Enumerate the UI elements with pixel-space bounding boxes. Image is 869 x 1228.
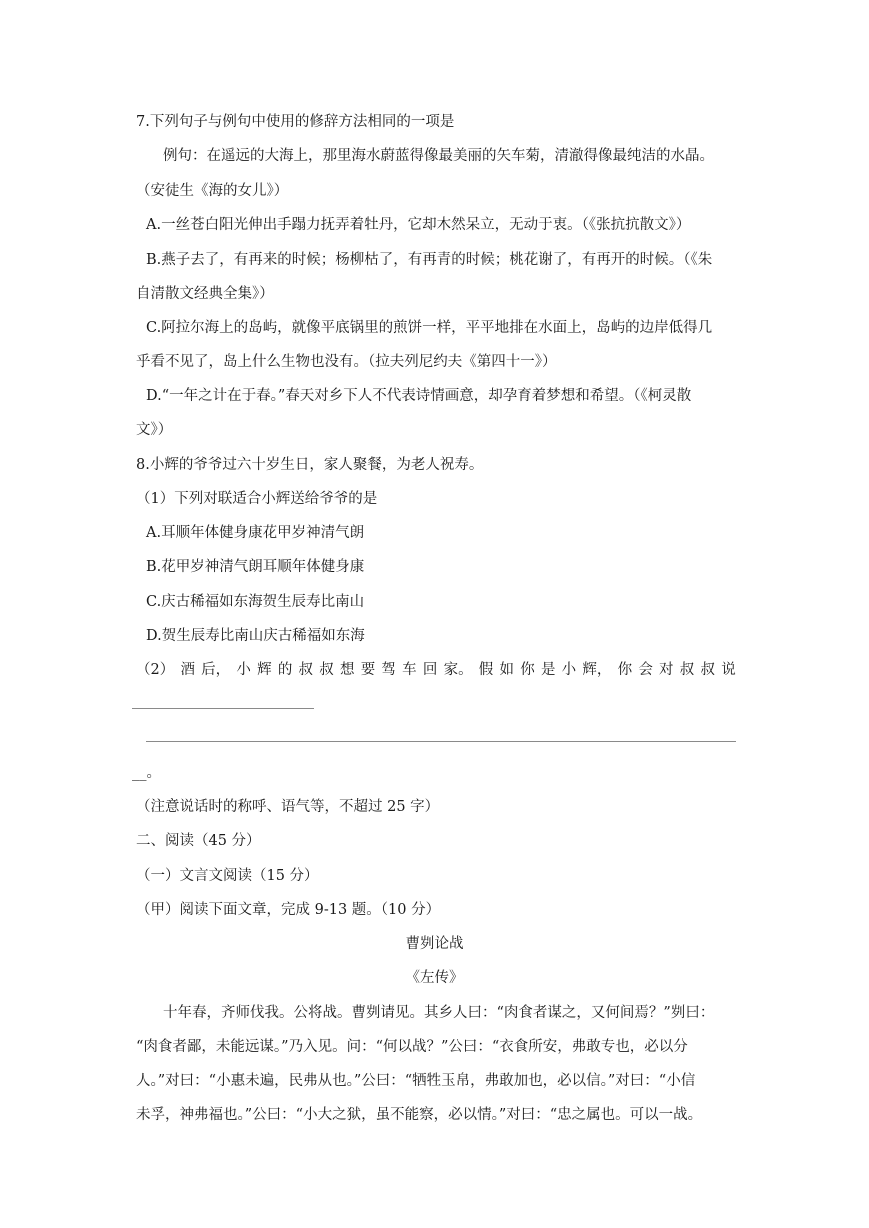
q7-stem: 7.下列句子与例句中使用的修辞方法相同的一项是 (136, 114, 455, 130)
q8-sub2-char: 后， (201, 662, 231, 678)
q7-option-d-line1: D.“一年之计在于春。”春天对乡下人不代表诗情画意，却孕育着梦想和希望。（《柯灵散 (146, 388, 692, 404)
passage-title: 曹刿论战 (405, 936, 464, 952)
q8-sub2-char: 叔 (700, 662, 715, 678)
q8-sub2-char: 酒 (180, 662, 195, 678)
q8-sub2-char: 回 (422, 662, 438, 678)
q8-sub2-char: 想 (339, 662, 355, 678)
answer-blank-line-2[interactable] (146, 741, 736, 742)
q7-option-b-line2: 自清散文经典全集》） (136, 286, 274, 302)
q7-option-c-line2: 乎看不见了，岛上什么生物也没有。（拉夫列尼约夫《第四十一》） (136, 354, 557, 370)
section-heading: 二、阅读（45 分） (136, 833, 261, 849)
q8-sub2-char: 辉， (582, 662, 612, 678)
q8-sub2-char: 驾 (381, 662, 396, 678)
q7-example-line1: 例句：在遥远的大海上，那里海水蔚蓝得像最美丽的矢车菊，清澈得像最纯洁的水晶。 (163, 148, 714, 164)
answer-blank-line-1[interactable] (132, 708, 314, 709)
q8-sub2-char: 车 (402, 662, 417, 678)
q8-sub2-char: 假 (478, 662, 494, 678)
q8-option-d: D.贺生辰寿比南山庆古稀福如东海 (146, 628, 365, 644)
q8-sub1: （1）下列对联适合小辉送给爷爷的是 (136, 491, 378, 507)
q8-sub2-char: 会 (638, 662, 653, 678)
subsection-heading: （一）文言文阅读（15 分） (136, 868, 319, 884)
q8-sub2-char: 你 (520, 662, 535, 678)
q8-option-c: C.庆古稀福如东海贺生辰寿比南山 (146, 594, 365, 610)
q8-sub2-char: 对 (659, 662, 674, 678)
q8-sub2-char: 说 (721, 662, 736, 678)
q7-example-line2: （安徒生《海的女儿》） (136, 183, 289, 199)
passage-line: 未孚，神弗福也。”公曰：“小大之狱，虽不能察，必以情。”对曰：“忠之属也。可以一战。 (136, 1107, 703, 1123)
q7-option-d-line2: 文》） (136, 422, 173, 438)
q7-option-b-line1: B.燕子去了，有再来的时候；杨柳枯了，有再青的时候；桃花谢了，有再开的时候。（《朱 (146, 252, 713, 268)
q8-option-b: B.花甲岁神清气朗耳顺年体健身康 (146, 559, 365, 575)
q8-sub2 (136, 660, 736, 680)
q8-option-a: A.耳顺年体健身康花甲岁神清气朗 (146, 525, 365, 541)
q8-sub2-char: 是 (540, 662, 556, 678)
answer-blank-end: __。 (132, 765, 161, 781)
q8-sub2-char: 小 (561, 662, 577, 678)
q8-sub2-char: 家。 (443, 662, 473, 678)
passage-line: 人。”对曰：“小惠未遍，民弗从也。”公曰：“牺牲玉帛，弗敢加也，必以信。”对曰：“小信 (136, 1073, 696, 1089)
q8-sub2-char: 叔 (298, 662, 314, 678)
q8-sub2-char: 叔 (319, 662, 334, 678)
q8-sub2-char: 叔 (679, 662, 695, 678)
q8-sub2-char: 你 (617, 662, 633, 678)
q8-sub2-char: 如 (499, 662, 515, 678)
q7-option-c-line1: C.阿拉尔海上的岛屿，就像平底锅里的煎饼一样，平平地排在水面上，岛屿的边岸低得几 (146, 320, 713, 336)
q8-sub2-char: 小 (236, 662, 251, 678)
q8-sub2-char: 的 (277, 662, 293, 678)
q7-option-a: A.一丝苍白阳光伸出手蹋力抚弄着牡丹，它却木然呆立，无动于衷。（《张抗抗散文》） (146, 217, 691, 233)
passage-instruction: （甲）阅读下面文章，完成 9-13 题。（10 分） (136, 902, 441, 918)
q8-sub2-char: （2） (136, 662, 175, 678)
passage-line: “肉食者鄙，未能远谋。”乃入见。问：“何以战？”公曰：“衣食所安，弗敢专也，必以分 (136, 1039, 688, 1055)
q8-sub2-char: 辉 (257, 662, 272, 678)
q8-stem: 8.小辉的爷爷过六十岁生日，家人聚餐，为老人祝寿。 (136, 457, 484, 473)
passage-line: 十年春，齐师伐我。公将战。曹刿请见。其乡人曰：“肉食者谋之，又何间焉？”刿曰： (163, 1005, 715, 1021)
q8-sub2-char: 要 (360, 662, 376, 678)
passage-source: 《左传》 (405, 970, 464, 986)
q8-note: （注意说话时的称呼、语气等，不超过 25 字） (136, 799, 440, 815)
